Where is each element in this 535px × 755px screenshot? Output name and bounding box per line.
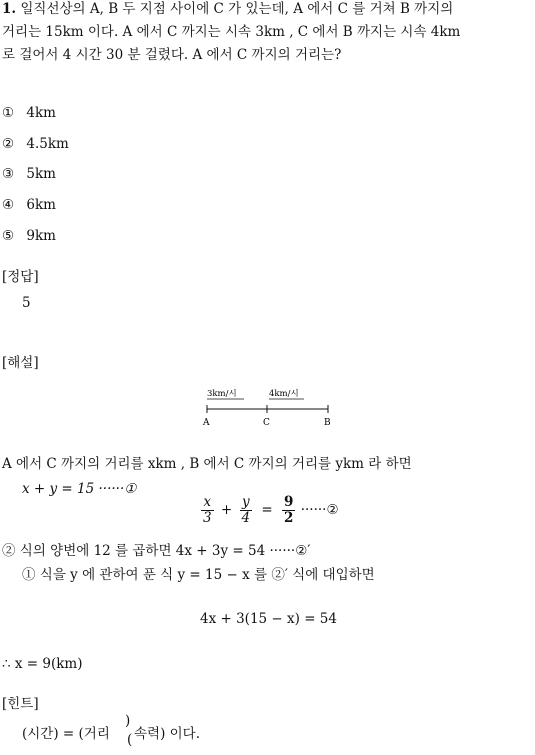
answer-header: [정답] [2, 269, 39, 285]
eq2-frac-a-num: x [201, 495, 214, 511]
point-label-a: A [203, 418, 210, 428]
conclusion: ∴ x = 9(km) [2, 656, 83, 672]
eq2-plus: + [220, 502, 233, 518]
choice-3[interactable] [2, 165, 56, 183]
choice-5[interactable] [2, 227, 56, 245]
choice-marker: ⑤ [2, 228, 15, 244]
question-number: 1. [2, 1, 17, 17]
choice-4[interactable] [2, 196, 56, 214]
equation-2 [200, 495, 339, 526]
choice-marker: ④ [2, 197, 15, 213]
equation-3: 4x + 3(15 − x) = 54 [200, 611, 337, 627]
eq2-rhs-den: 2 [284, 510, 294, 526]
choice-1[interactable] [2, 104, 56, 122]
hint-paren-top: ) [125, 713, 131, 729]
hint-header: [힌트] [2, 696, 39, 712]
choice-marker: ③ [2, 166, 15, 182]
hint-text-end: 속력) 이다. [134, 726, 201, 742]
choice-marker: ② [2, 136, 15, 152]
eq2-frac-a-den: 3 [203, 510, 212, 526]
eq2-tail: ······② [300, 502, 339, 518]
eq2-rhs-num: 9 [284, 494, 294, 510]
choice-2[interactable] [2, 135, 69, 153]
point-label-b: B [324, 418, 331, 428]
eq2-frac-b-den: 4 [241, 510, 251, 526]
question-text-2: 거리는 15km 이다. A 에서 C 까지는 시속 3km , C 에서 B 까지는 시속 4km [2, 24, 461, 40]
speed-label-ac: 3km/시 [207, 389, 237, 399]
eq2-equals: = [261, 502, 273, 518]
answer-value: 5 [22, 295, 31, 311]
question-text-3: 로 걸어서 4 시간 30 분 걸렸다. A 에서 C 까지의 거리는? [2, 47, 342, 63]
explanation-intro: A 에서 C 까지의 거리를 xkm , B 에서 C 까지의 거리를 ykm 라 하면 [2, 456, 412, 472]
speed-label-cb: 4km/시 [269, 389, 299, 399]
choice-text: 4km [26, 105, 56, 121]
step-1: ② 식의 양변에 12 를 곱하면 4x + 3y = 54 ······②′ [2, 543, 311, 559]
equation-1: x + y = 15 ······① [22, 481, 137, 497]
eq2-frac-b-num: y [240, 495, 253, 511]
distance-diagram [200, 386, 335, 428]
choice-text: 4.5km [26, 136, 69, 152]
hint-text-start: (시간) = (거리 [22, 726, 110, 742]
question-text-1: 일직선상의 A, B 두 지점 사이에 C 가 있는데, A 에서 C 를 거쳐 B 까지의 [20, 1, 454, 17]
point-label-c: C [263, 418, 270, 428]
choice-marker: ① [2, 105, 15, 121]
question-line-1 [2, 0, 453, 18]
hint-paren-bottom: ( [127, 732, 133, 748]
choice-text: 9km [26, 228, 56, 244]
choice-text: 6km [26, 197, 56, 213]
explanation-header: [해설] [2, 355, 39, 371]
choice-text: 5km [26, 166, 56, 182]
step-2: ① 식을 y 에 관하여 푼 식 y = 15 − x 를 ②′ 식에 대입하면 [22, 567, 375, 583]
